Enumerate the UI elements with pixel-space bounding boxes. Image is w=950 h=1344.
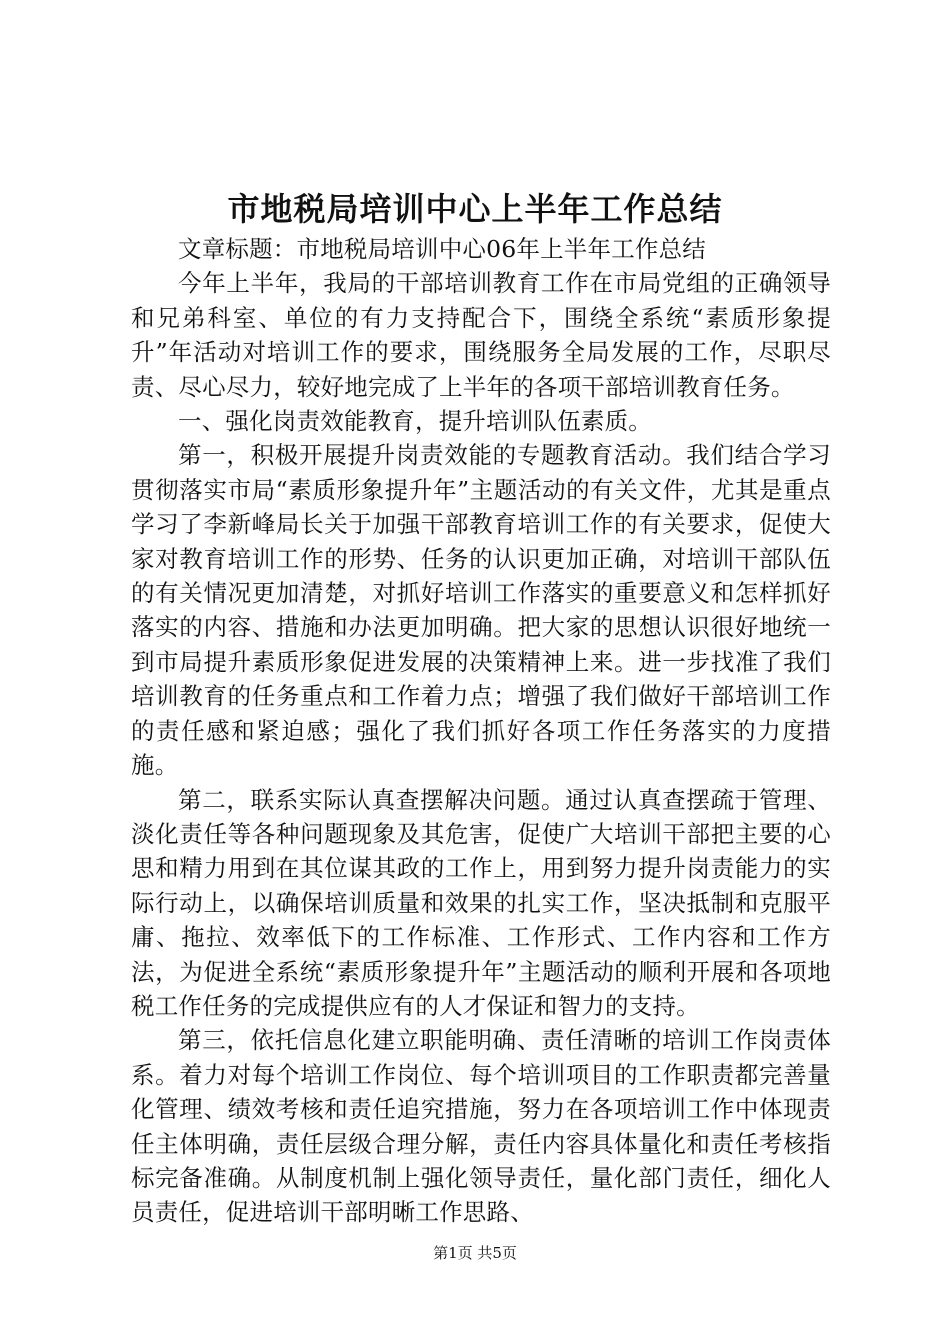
document-body xyxy=(131,232,831,1230)
paragraph-first-point: 第一，积极开展提升岗责效能的专题教育活动。我们结合学习贯彻落实市局“素质形象提升年”主题活动的有关文件，尤其是重点学习了李新峰局长关于加强干部教育培训工作的有关要求，促使大家对教育培训工作的形势、任务的认识更加正确，对培训干部队伍的有关情况更加清楚，对抓好培训工作落实的重要意义和怎样抓好落实的内容、措施和办法更加明确。把大家的思想认识很好地统一到市局提升素质形象促进发展的决策精神上来。进一步找准了我们培训教育的任务重点和工作着力点；增强了我们做好干部培训工作的责任感和紧迫感；强化了我们抓好各项工作任务落实的力度措施。 xyxy=(131,441,831,780)
paragraph-second-point: 第二，联系实际认真查摆解决问题。通过认真查摆疏于管理、淡化责任等各种问题现象及其危害，促使广大培训干部把主要的心思和精力用到在其位谋其政的工作上，用到努力提升岗责能力的实际行动上，以确保培训质量和效果的扎实工作，坚决抵制和克服平庸、拖拉、效率低下的工作标准、工作形式、工作内容和工作方法，为促进全系统“素质形象提升年”主题活动的顺利开展和各项地税工作任务的完成提供应有的人才保证和智力的支持。 xyxy=(131,785,831,1020)
paragraph-intro: 今年上半年，我局的干部培训教育工作在市局党组的正确领导和兄弟科室、单位的有力支持配合下，围绕全系统“素质形象提升”年活动对培训工作的要求，围绕服务全局发展的工作，尽职尽责、尽心尽力，较好地完成了上半年的各项干部培训教育任务。 xyxy=(131,269,831,401)
page-footer: 第1页 共5页 xyxy=(433,1244,517,1262)
document-title: 市地税局培训中心上半年工作总结 xyxy=(227,190,723,228)
paragraph-third-point: 第三，依托信息化建立职能明确、责任清晰的培训工作岗责体系。着力对每个培训工作岗位、每个培训项目的工作职责都完善量化管理、绩效考核和责任追究措施，努力在各项培训工作中体现责任主体明确，责任层级合理分解，责任内容具体量化和责任考核指标完备准确。从制度机制上强化领导责任，量化部门责任，细化人员责任，促进培训干部明晰工作思路、 xyxy=(131,1026,831,1227)
paragraph-article-title: 文章标题：市地税局培训中心06年上半年工作总结 xyxy=(178,235,707,263)
paragraph-section-heading: 一、强化岗责效能教育，提升培训队伍素质。 xyxy=(178,407,652,436)
